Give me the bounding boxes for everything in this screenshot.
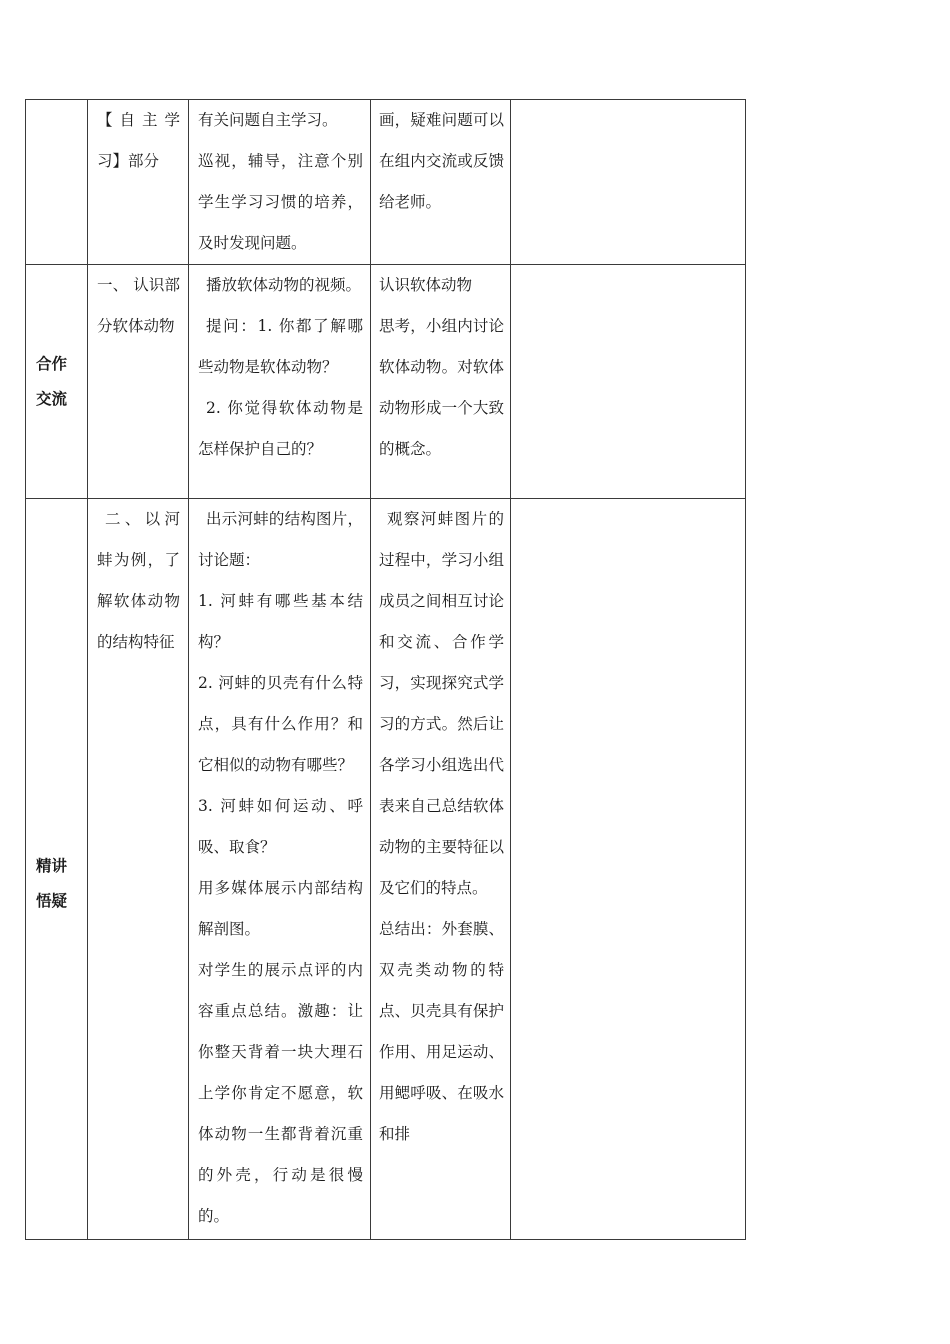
student-text: 认识软体动物 [379, 276, 473, 294]
student-activity-cell [371, 265, 511, 499]
topic-cell [88, 100, 189, 265]
teacher-text: 2. 你觉得软体动物是怎样保护自己的？ [198, 399, 363, 458]
teacher-text: 播放软体动物的视频。 [206, 276, 362, 294]
teacher-text: 用多媒体展示内部结构解剖图。 [198, 879, 363, 938]
stage-cell [26, 499, 88, 1240]
notes-cell [511, 100, 746, 265]
teacher-text: 出示河蚌的结构图片，讨论题： [198, 510, 363, 569]
stage-cell [26, 100, 88, 265]
teacher-text: 2. 河蚌的贝壳有什么特点，具有什么作用？和它相似的动物有哪些？ [198, 674, 363, 774]
topic-text: 【自主学习】部分 [97, 111, 180, 170]
teacher-text: 3. 河蚌如何运动、呼吸、取食？ [198, 797, 363, 856]
student-text: 画，疑难问题可以在组内交流或反馈给老师。 [379, 111, 504, 211]
notes-cell [511, 265, 746, 499]
student-activity-cell [371, 499, 511, 1240]
teacher-activity-cell [189, 100, 371, 265]
table-row [26, 100, 746, 265]
teacher-text: 巡视，辅导，注意个别学生学习习惯的培养，及时发现问题。 [198, 152, 363, 252]
table-row [26, 265, 746, 499]
topic-cell [88, 265, 189, 499]
student-text: 观察河蚌图片的过程中，学习小组成员之间相互讨论和交流、合作学习，实现探究式学习的方式。然后让各学习小组选出代表来自己总结软体动物的主要特征以及它们的特点。 [379, 510, 504, 897]
lesson-plan-table [25, 99, 746, 1240]
teacher-text: 有关问题自主学习。 [198, 111, 338, 129]
teacher-text: 提问：1. 你都了解哪些动物是软体动物？ [198, 317, 363, 376]
notes-cell [511, 499, 746, 1240]
stage-label: 精讲悟疑 [36, 857, 68, 910]
student-text: 思考，小组内讨论软体动物。对软体动物形成一个大致的概念。 [379, 317, 504, 458]
student-text: 总结出：外套膜、双壳类动物的特点、贝壳具有保护作用、用足运动、用鳃呼吸、在吸水和排 [379, 920, 504, 1143]
topic-cell [88, 499, 189, 1240]
student-activity-cell [371, 100, 511, 265]
stage-label: 合作交流 [36, 354, 68, 408]
teacher-activity-cell [189, 265, 371, 499]
teacher-text: 1. 河蚌有哪些基本结构？ [198, 592, 363, 651]
topic-text: 一、 认识部分软体动物 [97, 276, 180, 335]
topic-text: 二、以河蚌为例，了解软体动物的结构特征 [97, 510, 180, 651]
teacher-activity-cell [189, 499, 371, 1240]
stage-cell [26, 265, 88, 499]
teacher-text: 对学生的展示点评的内容重点总结。激趣：让你整天背着一块大理石上学你肯定不愿意，软体动物一生都背着沉重的外壳，行动是很慢的。 [198, 961, 363, 1225]
table-row [26, 499, 746, 1240]
